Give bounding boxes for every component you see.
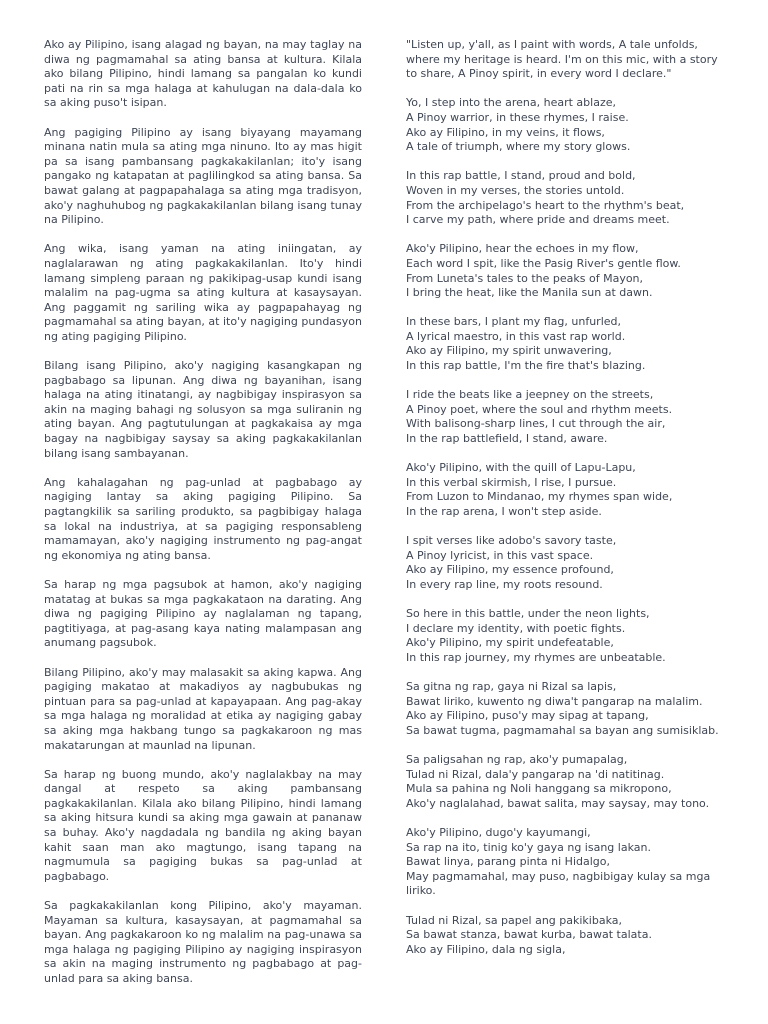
rap-line: Bawat linya, parang pinta ni Hidalgo, [406,855,610,869]
rap-stanza [406,534,724,592]
rap-stanza [406,169,724,227]
rap-stanza [406,680,724,738]
rap-line: Sa gitna ng rap, gaya ni Rizal sa lapis, [406,680,617,694]
essay-paragraph: Ako ay Pilipino, isang alagad ng bayan, na may taglay na diwa ng pagmamahal sa ating bansa at kultura. Kilala ako bilang Pilipino, hindi lamang sa pangalan ko kundi pati na rin sa mga halaga at kahulugan na dala-dala ko sa aking puso't isipan. [44,38,362,110]
essay-paragraph: Ang wika, isang yaman na ating iniingatan, ay naglalarawan ng ating pagkakakilanlan. Ito'y hindi lamang simpleng paraan ng pakikipag-usap kundi isang malalim na pag-ugma sa ating kultura at kasaysayan. Ang paggamit ng sariling wika ay pagpapahayag ng pagmamahal sa ating bayan, at ito'y nagiging pundasyon ng ating pagiging Pilipino. [44,242,362,343]
rap-line: In the rap battlefield, I stand, aware. [406,432,608,446]
rap-line: Bawat liriko, kuwento ng diwa't pangarap na malalim. [406,694,703,708]
rap-line: May pagmamahal, may puso, nagbibigay kulay sa mga liriko. [406,869,711,898]
rap-stanza [406,607,724,665]
rap-line: Ako'y Pilipino, with the quill of Lapu-Lapu, [406,461,636,475]
essay-paragraph: Ang pagiging Pilipino ay isang biyayang mayamang minana natin mula sa ating mga ninuno. Ito ay mas higit pa sa isang pambansang pagkakakilanlan; ito'y isang pangako ng katapatan at paglilingkod sa ating bansa. Sa bawat galang at pagpapahalaga sa ating mga tradisyon, ako'y naghuhubog ng pagkakakilanlan bilang isang tunay na Pilipino. [44,125,362,227]
rap-stanza [406,96,724,154]
rap-line: I bring the heat, like the Manila sun at dawn. [406,286,653,300]
rap-line: Ako ay Filipino, puso'y may sipag at tapang, [406,709,649,723]
essay-paragraph: Ang kahalagahan ng pag-unlad at pagbabago ay nagiging lantay sa aking pagiging Pilipino. Sa pagtangkilik sa sariling produkto, sa pagbibigay halaga sa lokal na industriya, at sa pagiging responsableng mamamayan, ako'y nagiging instrumento ng pag-angat ng ekonomiya ng ating bansa. [44,475,362,562]
rap-line: Ako ay Filipino, my spirit unwavering, [406,344,612,358]
rap-line: Sa bawat stanza, bawat kurba, bawat talata. [406,928,652,942]
rap-line: Ako'y naglalahad, bawat salita, may saysay, may tono. [406,796,710,810]
rap-line: Sa rap na ito, tinig ko'y gaya ng isang lakan. [406,840,651,854]
essay-paragraph: Sa pagkakakilanlan kong Pilipino, ako'y mayaman. Mayaman sa kultura, kasaysayan, at pagmamahal sa bayan. Ang pagkakaroon ko ng malalim na pag-unawa sa mga halaga ng pagiging Pilipino ay nagiging inspirasyon sa akin na maging instrumento ng pagbabago at pag-unlad para sa aking bansa. [44,899,362,985]
rap-line: Tulad ni Rizal, sa papel ang pakikibaka, [406,913,622,927]
rap-line: From Luneta's tales to the peaks of Mayon, [406,271,644,285]
essay-column [44,38,362,1001]
rap-line: From the archipelago's heart to the rhythm's beat, [406,198,685,212]
rap-line: A tale of triumph, where my story glows. [406,140,631,154]
stanza-list [406,96,724,957]
rap-line: In this verbal skirmish, I rise, I pursue. [406,475,617,489]
rap-line: Mula sa pahina ng Noli hanggang sa mikropono, [406,782,672,796]
rap-line: In this rap battle, I'm the fire that's blazing. [406,359,646,373]
rap-line: In these bars, I plant my flag, unfurled, [406,315,622,329]
rap-line: A Pinoy warrior, in these rhymes, I raise. [406,110,629,124]
rap-line: In this rap journey, my rhymes are unbeatable. [406,650,666,664]
rap-line: A Pinoy lyricist, in this vast space. [406,548,594,562]
rap-line: In the rap arena, I won't step aside. [406,505,602,518]
rap-stanza [406,242,724,300]
rap-line: Sa bawat tugma, pagmamahal sa bayan ang sumisiklab. [406,723,719,737]
rap-stanza [406,315,724,373]
rap-line: Tulad ni Rizal, dala'y pangarap na 'di natitinag. [406,767,665,781]
essay-paragraph: Sa harap ng buong mundo, ako'y naglalakbay na may dangal at respeto sa aking pambansang pagkakakilanlan. Kilala ako bilang Pilipino, hindi lamang sa aking hitsura kundi sa aking mga gawain at pananaw sa buhay. Ako'y nagdadala ng bandila ng aking bayan kahit saan man ako magtungo, isang tapang na nagmumula sa pagiging bukas sa pag-unlad at pagbabago. [44,767,362,883]
rap-line: I carve my path, where pride and dreams meet. [406,213,670,227]
rap-line: Ako'y Pilipino, my spirit undefeatable, [406,636,614,650]
essay-paragraph: Sa harap ng mga pagsubok at hamon, ako'y nagiging matatag at bukas sa mga pagkakataon na darating. Ang diwa ng pagiging Pilipino ay naglalaman ng tapang, pagtitiyaga, at pag-asang kaya nating malampasan ang anumang pagsubok. [44,577,362,650]
rap-line: Woven in my verses, the stories untold. [406,183,625,197]
rap-stanza [406,461,724,519]
rap-stanza [406,826,724,899]
rap-line: Sa paligsahan ng rap, ako'y pumapalag, [406,753,628,767]
rap-intro: "Listen up, y'all, as I paint with words, A tale unfolds, where my heritage is heard. I'm on this mic, with a story to share, A Pinoy spirit, in every word I declare." [406,38,718,81]
rap-stanza [406,914,724,958]
rap-column [406,38,724,972]
essay-paragraph: Bilang Pilipino, ako'y may malasakit sa aking kapwa. Ang pagiging makatao at makadiyos ay nagbubukas ng pintuan para sa pag-unlad at kapayapaan. Ang pag-akay sa mga halaga ng moralidad at etika ay nagiging gabay sa aking mga hakbang tungo sa pagkakaroon ng mas makatarungan at maunlad na lipunan. [44,665,362,752]
rap-stanza [406,753,724,811]
rap-line: I ride the beats like a jeepney on the streets, [406,388,654,402]
rap-line: So here in this battle, under the neon lights, [406,607,650,621]
rap-line: Yo, I step into the arena, heart ablaze, [406,96,616,110]
rap-line: I spit verses like adobo's savory taste, [406,534,617,548]
rap-line: Ako ay Filipino, my essence profound, [406,563,614,577]
rap-line: In every rap line, my roots resound. [406,577,603,591]
rap-line: A lyrical maestro, in this vast rap world. [406,329,626,343]
rap-line: A Pinoy poet, where the soul and rhythm meets. [406,402,673,416]
rap-line: In this rap battle, I stand, proud and bold, [406,169,636,183]
rap-line: Ako ay Filipino, in my veins, it flows, [406,125,605,139]
rap-line: Ako'y Pilipino, hear the echoes in my flow, [406,242,639,256]
rap-stanza [406,388,724,446]
rap-line: Ako ay Filipino, dala ng sigla, [406,942,566,956]
rap-line: From Luzon to Mindanao, my rhymes span wide, [406,490,673,504]
rap-line: I declare my identity, with poetic fights. [406,621,626,635]
rap-line: Each word I spit, like the Pasig River's gentle flow. [406,256,681,270]
essay-paragraph: Bilang isang Pilipino, ako'y nagiging kasangkapan ng pagbabago sa lipunan. Ang diwa ng bayanihan, isang halaga na ating itinatangi, ay nagbibigay inspirasyon sa akin na maging bahagi ng solusyon sa mga suliranin ng ating bayan. Ang pagtutulungan at pagkakaisa ay mga bagay na nagbibigay saysay sa aking pagkakakilanlan bilang isang sambayanan. [44,359,362,460]
rap-line: Ako'y Pilipino, dugo'y kayumangi, [406,826,591,840]
rap-line: With balisong-sharp lines, I cut through the air, [406,417,666,431]
